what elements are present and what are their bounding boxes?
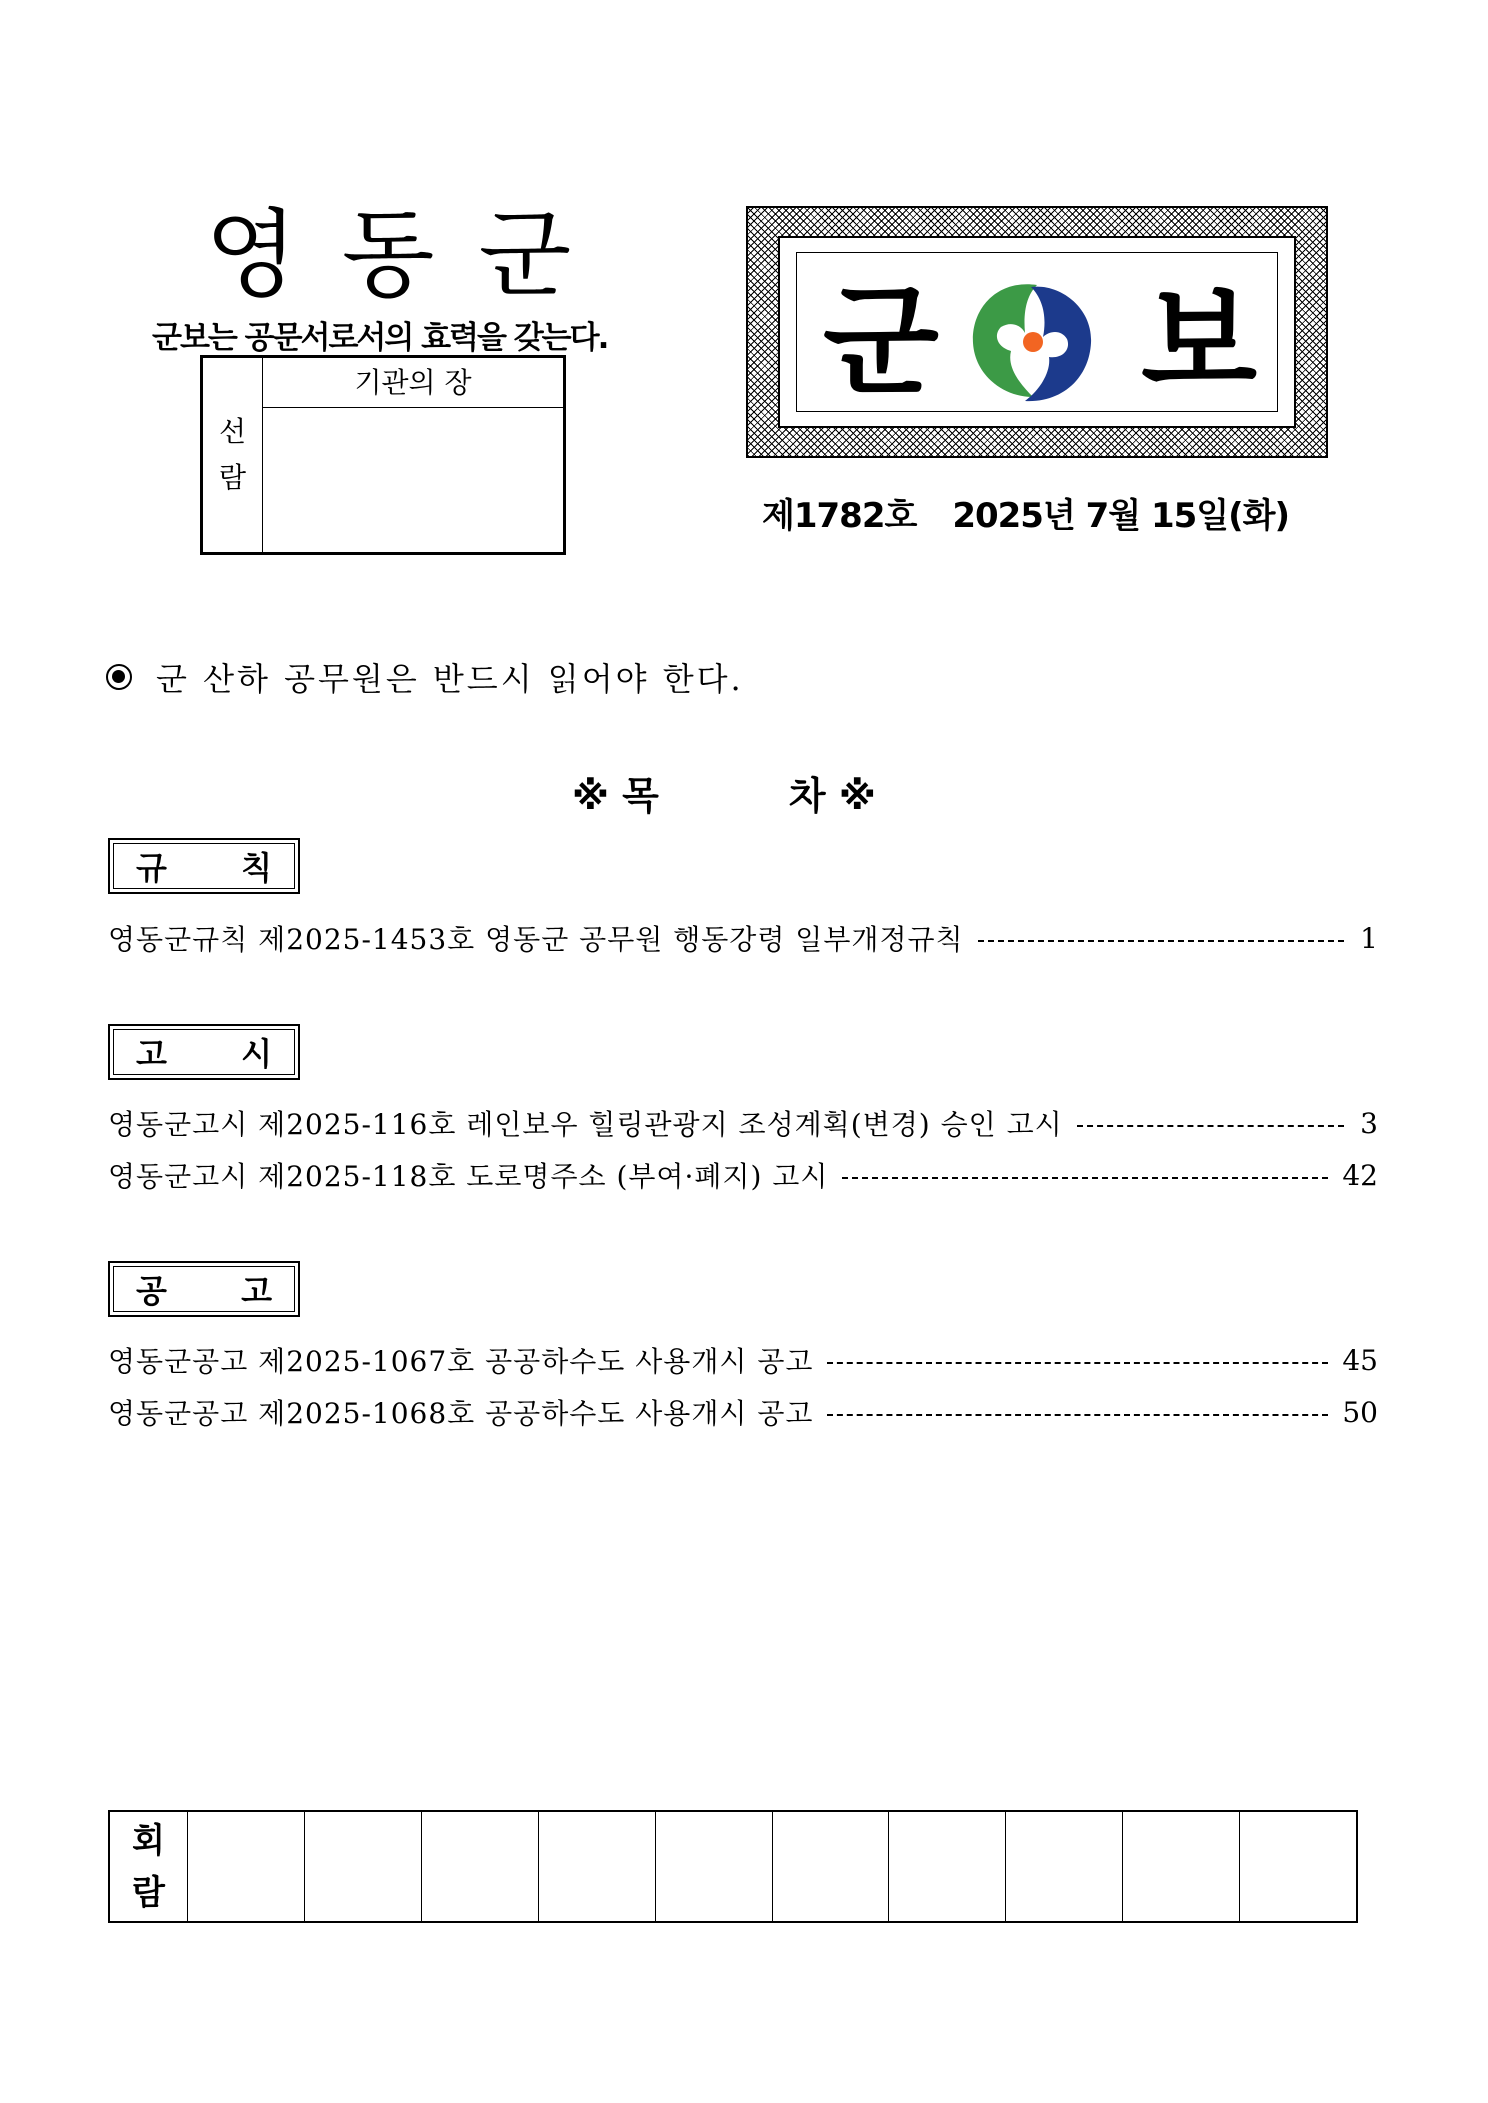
toc-title: ※ 목 차 ※ xyxy=(572,774,876,818)
masthead-char-left: 군 xyxy=(823,273,939,412)
toc-item[interactable] xyxy=(108,1103,1378,1143)
toc-item-page: 42 xyxy=(1342,1158,1378,1192)
toc-item-text: 영동군공고 제2025-1067호 공공하수도 사용개시 공고 xyxy=(108,1345,814,1378)
toc-item-text: 영동군규칙 제2025-1453호 영동군 공무원 행동강령 일부개정규칙 xyxy=(108,923,964,956)
org-title: 영동군 xyxy=(205,199,616,311)
circulation-side-char: 선 xyxy=(218,415,247,448)
radio-bullet-icon xyxy=(106,664,132,690)
issue-number: 제1782호 xyxy=(762,496,917,536)
toc-item[interactable] xyxy=(108,1155,1378,1195)
toc-leader xyxy=(1077,1125,1344,1127)
issue-line xyxy=(762,488,1289,537)
toc-leader xyxy=(842,1177,1328,1179)
review-cell[interactable] xyxy=(422,1812,539,1921)
circulation-head: 기관의 장 xyxy=(263,358,563,408)
toc-item-text: 영동군공고 제2025-1068호 공공하수도 사용개시 공고 xyxy=(108,1397,814,1430)
circulation-side xyxy=(203,358,263,552)
review-cell[interactable] xyxy=(1123,1812,1240,1921)
masthead-frame xyxy=(746,206,1328,458)
toc-item[interactable] xyxy=(108,1392,1378,1432)
section-label-announcements: 공 고 xyxy=(108,1261,300,1317)
county-emblem-icon xyxy=(967,271,1097,411)
review-label: 회 람 xyxy=(110,1812,188,1921)
review-cell[interactable] xyxy=(656,1812,773,1921)
masthead-char-right: 보 xyxy=(1141,273,1257,412)
review-cell[interactable] xyxy=(305,1812,422,1921)
issue-date: 2025년 7월 15일(화) xyxy=(952,496,1290,536)
section-label-notices: 고 시 xyxy=(108,1024,300,1080)
review-cell[interactable] xyxy=(539,1812,656,1921)
toc-leader xyxy=(978,940,1344,942)
review-cell[interactable] xyxy=(188,1812,305,1921)
masthead-inner xyxy=(778,236,1296,428)
review-cell[interactable] xyxy=(1006,1812,1123,1921)
toc-item-page: 3 xyxy=(1360,1106,1378,1140)
section-label-rules: 규 칙 xyxy=(108,838,300,894)
toc-item-page: 50 xyxy=(1342,1395,1378,1429)
toc-item-text: 영동군고시 제2025-116호 레인보우 힐링관광지 조성계획(변경) 승인 고시 xyxy=(108,1108,1063,1141)
toc-item-page: 1 xyxy=(1360,921,1378,955)
notice-line xyxy=(106,654,744,700)
toc-leader xyxy=(827,1362,1328,1364)
validity-statement: 군보는 공문서로서의 효력을 갖는다. xyxy=(152,320,608,356)
notice-text: 군 산하 공무원은 반드시 읽어야 한다. xyxy=(156,660,744,698)
emblem-center-dot xyxy=(1023,332,1043,352)
review-cell[interactable] xyxy=(1240,1812,1356,1921)
review-signature-grid xyxy=(108,1810,1358,1923)
toc-leader xyxy=(827,1414,1328,1416)
review-cell[interactable] xyxy=(889,1812,1006,1921)
circulation-box xyxy=(200,355,566,555)
toc-item[interactable] xyxy=(108,918,1378,958)
review-cell[interactable] xyxy=(773,1812,890,1921)
circulation-side-char: 람 xyxy=(218,461,247,494)
toc-item-page: 45 xyxy=(1342,1343,1378,1377)
toc-item-text: 영동군고시 제2025-118호 도로명주소 (부여·폐지) 고시 xyxy=(108,1160,829,1193)
toc-item[interactable] xyxy=(108,1340,1378,1380)
